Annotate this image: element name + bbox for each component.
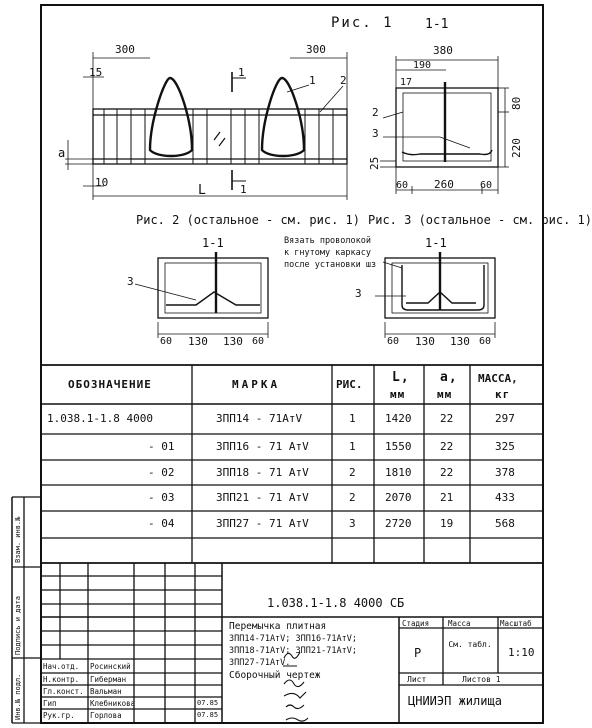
organization: ЦНИИЭП жилища [408,694,502,708]
fig1-dim-L: L [198,183,206,198]
table-header-fig: РИС. [336,378,363,391]
table-row-5-fig: 3 [349,517,356,530]
table-row-1-L: 1420 [385,412,412,425]
table-header-a-unit: мм [437,388,453,401]
fig1-callout-1: 1 [238,66,245,79]
signer-2-role: Н.контр. [43,675,80,684]
fig3-section-label: 1-1 [425,236,447,250]
signer-1-name: Росинский [90,662,131,671]
fig3-note-line-3: после установки шз [284,260,377,270]
table-header-designation: ОБОЗНАЧЕНИЕ [68,378,152,391]
table-row-1-designation: 1.038.1-1.8 4000 [47,412,153,425]
signer-1-role: Нач.отд. [43,662,80,671]
signer-3-name: Вальман [90,687,122,696]
table-row-3-designation: - 02 [148,466,175,479]
table-row-4-fig: 2 [349,491,356,504]
table-row-4-a: 21 [440,491,454,504]
side-stamp-inv-number: Инв.№ подл. [14,673,22,720]
table-row-2-mass: 325 [495,440,515,453]
fig2-section-label: 1-1 [202,236,224,250]
table-row-4-mark: 3ПП21 - 71 АтV [216,491,309,504]
signer-4-role: Гип [43,699,57,708]
fig3-dim-130-right: 130 [450,335,470,348]
scale-label: Масштаб [500,619,532,628]
fig3-dim-60-left: 60 [387,336,400,347]
fig1-dim-300-right: 300 [306,43,326,56]
fig1-dim-60-right: 60 [480,180,493,191]
table-row-4-L: 2070 [385,491,412,504]
table-row-5-L: 2720 [385,517,412,530]
fig1-dim-15: 15 [89,66,103,79]
table-row-1-mark: 3ПП14 - 71АтV [216,412,303,425]
signer-5-name: Горлова [90,711,122,720]
fig3-title: Рис. 3 (остальное - см. рис. 1) [368,213,592,227]
stage-value: Р [414,646,422,660]
fig2-dim-60-left: 60 [160,336,173,347]
doc-name-line-3: 3ПП18-71АтV; 3ПП21-71АтV; [229,646,357,656]
sheet-label: Лист [407,675,427,684]
mass-label: Масса [448,619,471,628]
table-row-3-a: 22 [440,466,454,479]
signer-3-role: Гл.конст. [43,687,84,696]
fig3-note-line-1: Вязать проволокой [284,236,371,246]
signer-4-date: 07.85 [197,699,219,707]
fig1-callout-2: 2 [340,74,347,87]
table-row-3-mark: 3ПП18 - 71 АтV [216,466,309,479]
doc-name-line-4: 3ПП27-71АтV. [229,658,291,668]
table-row-3-L: 1810 [385,466,412,479]
signer-4-name: Клебникова [90,699,136,708]
table-header-mass-unit: кг [495,388,511,401]
doc-name-line-2: 3ПП14-71АтV; 3ПП16-71АтV; [229,634,357,644]
table-row-1-fig: 1 [349,412,356,425]
side-stamp-signature-date: Подпись и дата [14,595,22,655]
fig1-cut-label-bottom: 1 [240,183,247,196]
fig1-section-callout-2: 2 [372,106,379,119]
signer-5-date: 07.85 [197,711,219,719]
table-header-mark: МАРКА [232,378,281,391]
fig1-callout-1b: 1 [309,74,316,87]
fig2-dim-60-right: 60 [252,336,265,347]
side-stamp-replaced-inv: Взам. инв.№ [14,516,22,563]
fig1-dim-17: 17 [400,77,413,88]
table-row-4-designation: - 03 [148,491,175,504]
mass-value: См. табл. [448,640,492,649]
fig3-note-line-2: к гнутому каркасу [284,248,371,258]
signer-2-name: Гиберман [90,675,127,684]
fig2-dim-130-right: 130 [223,335,243,348]
table-header-L: L, [392,370,410,385]
fig1-dim-380: 380 [433,44,453,57]
fig1-dim-60-left: 60 [396,180,409,191]
fig1-dim-220: 220 [510,138,523,158]
fig1-dim-a: a [58,146,66,160]
fig1-dim-300-left: 300 [115,43,135,56]
fig2-dim-130-left: 130 [188,335,208,348]
table-header-L-unit: мм [390,388,406,401]
fig3-dim-60-right: 60 [479,336,492,347]
sheets-count: Листов 1 [462,675,501,684]
fig1-title: Рис. 1 [331,15,394,31]
table-row-1-mass: 297 [495,412,515,425]
fig3-dim-130-left: 130 [415,335,435,348]
signer-5-role: Рук.гр. [43,711,75,720]
fig3-callout-3: 3 [355,287,362,300]
scale-value: 1:10 [508,646,535,659]
fig2-callout-3: 3 [127,275,134,288]
table-row-2-designation: - 01 [148,440,175,453]
fig1-section-label: 1-1 [425,17,449,32]
fig1-dim-80: 80 [510,96,523,110]
table-row-5-designation: - 04 [148,517,175,530]
table-row-4-mass: 433 [495,491,515,504]
doc-name-line-1: Перемычка плитная [229,621,327,632]
fig1-section-callout-3: 3 [372,127,379,140]
doc-code: 1.038.1-1.8 4000 СБ [267,596,405,610]
table-row-1-a: 22 [440,412,454,425]
fig2-title: Рис. 2 (остальное - см. рис. 1) [136,213,360,227]
stage-label: Стадия [402,619,430,628]
table-row-2-mark: 3ПП16 - 71 АтV [216,440,309,453]
table-row-2-L: 1550 [385,440,412,453]
table-header-mass: МАССА, [478,372,518,385]
fig1-dim-260: 260 [434,178,454,191]
fig1-dim-25: 25 [368,156,381,170]
fig1-dim-190: 190 [413,60,432,71]
table-row-3-mass: 378 [495,466,515,479]
doc-name-line-5: Сборочный чертеж [229,670,321,681]
table-row-3-fig: 2 [349,466,356,479]
table-row-5-a: 19 [440,517,454,530]
table-row-5-mass: 568 [495,517,515,530]
table-row-2-fig: 1 [349,440,356,453]
fig1-dim-10: 10 [95,176,109,189]
table-row-5-mark: 3ПП27 - 71 АтV [216,517,309,530]
table-header-a: a, [440,370,458,385]
table-row-2-a: 22 [440,440,454,453]
